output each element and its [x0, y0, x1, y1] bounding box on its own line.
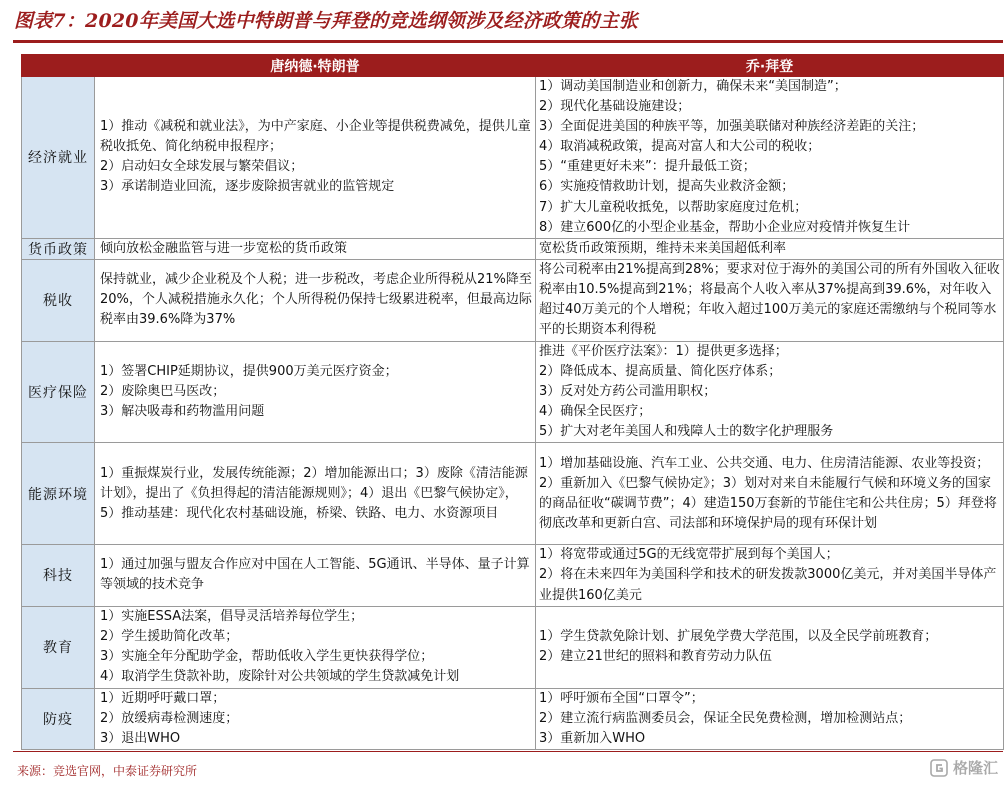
- trump-text: 1）通过加强与盟友合作应对中国在人工智能、5G通讯、半导体、量子计算等领域的技术竞争: [100, 557, 530, 593]
- trump-cell: [95, 545, 536, 606]
- row-category: 教育: [22, 606, 95, 688]
- header-trump: 唐纳德·特朗普: [95, 55, 536, 77]
- biden-cell: [536, 259, 1004, 341]
- biden-cell: [536, 443, 1004, 545]
- row-category: 经济就业: [22, 77, 95, 239]
- trump-cell: [95, 443, 536, 545]
- policy-comparison-table: [21, 54, 1004, 750]
- trump-text: 倾向放松金融监管与进一步宽松的货币政策: [100, 240, 348, 256]
- biden-text: 宽松货币政策预期，维持未来美国超低利率: [539, 240, 787, 256]
- watermark-text: 格隆汇: [952, 759, 998, 777]
- biden-cell: [536, 688, 1004, 749]
- biden-text: 1）调动美国制造业和创新力，确保未来“美国制造”； 2）现代化基础设施建设； 3）全面促进美国的种族平等，加强美联储对种族经济差距的关注； 4）取消减税政策，提高对富人和大公司的税收； 5）“重建更好未来”：提升最低工资； 6）实施疫情救助计划，提高失业救济金额； 7）扩大儿童税收抵免，以帮助家庭度过危机； 8）建立600亿的小型企业基金，帮助小企业应对疫情并恢复生计: [539, 79, 925, 235]
- biden-cell: [536, 341, 1004, 442]
- table-header-row: [22, 55, 1004, 77]
- biden-cell: [536, 77, 1004, 239]
- table-row: [22, 688, 1004, 749]
- trump-text: 1）推动《减税和就业法》，为中产家庭、小企业等提供税费减免，提供儿童税收抵免、简化纳税申报程序； 2）启动妇女全球发展与繁荣倡议； 3）承诺制造业回流，逐步废除损害就业的监管规定: [100, 119, 531, 195]
- table-row: [22, 341, 1004, 442]
- trump-text: 保持就业，减少企业税及个人税；进一步税改，考虑企业所得税从21%降至20%，个人减税措施永久化；个人所得税仍保持七级累进税率，但最高边际税率由39.6%降为37%: [100, 272, 532, 328]
- table-row: [22, 443, 1004, 545]
- row-category: 货币政策: [22, 238, 95, 259]
- row-category: 防疫: [22, 688, 95, 749]
- biden-cell: [536, 545, 1004, 606]
- table-row: [22, 606, 1004, 688]
- trump-text: 1）近期呼吁戴口罩； 2）放缓病毒检测速度； 3）退出WHO: [100, 690, 239, 746]
- trump-cell: [95, 77, 536, 239]
- table-row: [22, 545, 1004, 606]
- gelonghui-logo-icon: [930, 759, 948, 777]
- biden-text: 1）增加基础设施、汽车工业、公共交通、电力、住房清洁能源、农业等投资；2）重新加入《巴黎气候协定》；3）划对对来自未能履行气候和环境义务的国家的商品征收“碳调节费”；4）建造150万套新的节能住宅和公共住房；5）拜登将彻底改革和更新白宫、司法部和环境保护局的现有环保计划: [539, 455, 997, 531]
- source-note: 来源：竞选官网，中泰证券研究所: [17, 764, 198, 778]
- header-biden: 乔·拜登: [536, 55, 1004, 77]
- row-category: 税收: [22, 259, 95, 341]
- watermark: [930, 757, 998, 778]
- biden-text: 1）将宽带或通过5G的无线宽带扩展到每个美国人； 2）将在未来四年为美国科学和技术的研发拨款3000亿美元，并对美国半导体产业提供160亿美元: [539, 547, 997, 603]
- trump-text: 1）签署CHIP延期协议，提供900万美元医疗资金； 2）废除奥巴马医改； 3）解决吸毒和药物滥用问题: [100, 363, 398, 420]
- footer-divider: [13, 751, 1003, 752]
- row-category: 科技: [22, 545, 95, 606]
- biden-text: 将公司税率由21%提高到28%；要求对位于海外的美国公司的所有外国收入征收税率由10.5%提高到21%；将最高个人收入率从37%提高到39.6%，对年收入超过40万美元的个人增税；年收入超过100万美元的家庭还需缴纳与个税同等水平的长期资本利得税: [539, 262, 1000, 338]
- biden-cell: [536, 238, 1004, 259]
- row-category: 医疗保险: [22, 341, 95, 442]
- title-divider: [13, 40, 1003, 43]
- biden-cell: [536, 606, 1004, 688]
- trump-cell: [95, 238, 536, 259]
- table-row: [22, 238, 1004, 259]
- biden-text: 1）学生贷款免除计划、扩展免学费大学范围，以及全民学前班教育； 2）建立21世纪的照料和教育劳动力队伍: [539, 629, 938, 665]
- chart-title: 图表7：2020年美国大选中特朗普与拜登的竞选纲领涉及经济政策的主张: [14, 10, 638, 32]
- trump-cell: [95, 259, 536, 341]
- row-category: 能源环境: [22, 443, 95, 545]
- trump-cell: [95, 688, 536, 749]
- biden-text: 推进《平价医疗法案》：1）提供更多选择； 2）降低成本、提高质量、简化医疗体系； 3）反对处方药公司滥用职权； 4）确保全民医疗； 5）扩大对老年美国人和残障人士的数字化护理服务: [539, 343, 834, 440]
- table-row: [22, 259, 1004, 341]
- header-corner: [22, 55, 95, 77]
- trump-text: 1）实施ESSA法案，倡导灵活培养每位学生； 2）学生援助简化改革； 3）实施全年分配助学金，帮助低收入学生更快获得学位； 4）取消学生贷款补助，废除针对公共领域的学生贷款减免计划: [100, 608, 460, 685]
- trump-cell: [95, 606, 536, 688]
- trump-cell: [95, 341, 536, 442]
- biden-text: 1）呼吁颁布全国“口罩令”； 2）建立流行病监测委员会，保证全民免费检测，增加检测站点； 3）重新加入WHO: [539, 690, 912, 746]
- table-row: [22, 77, 1004, 239]
- trump-text: 1）重振煤炭行业，发展传统能源；2）增加能源出口；3）废除《清洁能源计划》，提出了《负担得起的清洁能源规则》；4）退出《巴黎气候协定》，5）推动基建：现代化农村基础设施，桥梁、铁路、电力、水资源项目: [100, 465, 528, 521]
